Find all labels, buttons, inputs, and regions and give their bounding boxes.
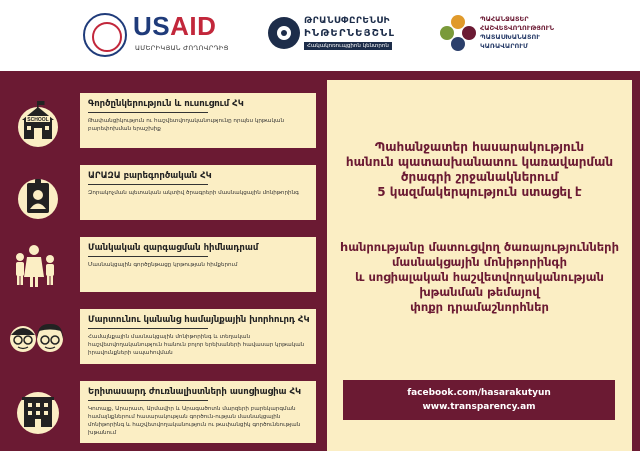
project-dots-icon (440, 15, 476, 51)
grantee-row (8, 93, 308, 148)
announcement-heading: Պահանջատեր հասարակություն հանուն պատասխանատու կառավարման ծրագրի շրջանակներում 5 կազմակերպություն ստացել է (345, 140, 614, 199)
grantee-description: Համայնքային մասնակցային մոնիթորինգ և տեղական հաշվետվողականություն հանուն բոլոր երեխաների հավասար կրթական իրավունքների ապահովման (88, 334, 305, 356)
divider (88, 112, 208, 113)
grantee-description: Մասնակցային գործընթացը կրթության հիմքերում (88, 262, 238, 268)
ti-subtitle: Հակակոռուպցիոն կենտրոն (304, 42, 392, 50)
grantee-row (8, 165, 308, 220)
svg-text:SCHOOL: SCHOOL (27, 117, 49, 123)
grantee-description: Թափանցիկություն ու հաշվետվողականությունը որպես կրթական բարեփոխման երաշխիք (88, 118, 285, 132)
grantee-title: Գործընկերություն և ուսուցում ՀԿ (88, 99, 244, 109)
ti-circle-icon (268, 17, 300, 49)
grantee-row (8, 237, 308, 292)
project-name: ՊԱՀԱՆՋԱՏԵՐ ՀԱՇՎԵՏՎՈՂՈՒԹՅՈՒՆ ՊԱՏԱՍԽԱՆԱՏՈՒ ԿԱՌԱՎԱՐՈՒՄ (480, 15, 555, 50)
ti-line1: ԹՐԱՆՍՓԸՐԵՆՍԻ (304, 16, 390, 26)
grantee-row (8, 309, 308, 364)
usaid-tagline: ԱՄԵՐԻԿՅԱՆ ԺՈՂՈՎՐԴԻՑ (135, 44, 229, 52)
grantee-card (80, 237, 316, 292)
announcement-panel (327, 80, 632, 451)
usaid-seal-icon (83, 13, 127, 57)
ti-line2: ԻՆԹԵՐՆԵՅՇՆԼ (304, 28, 396, 39)
building-icon (8, 381, 64, 436)
divider (88, 400, 208, 401)
logo-header (0, 0, 640, 71)
usaid-wordmark: USAID (133, 11, 217, 41)
grantee-card (80, 93, 316, 148)
grantee-description: Կոտայք, Արարատ, Արմավիր և Արագածոտն մարզերի բարեկարգման համայնքներում հասարակության գործուն-ության մասնակցային մոնիթորինգ և հաշվետվողականություն ու թափանցիկ գործունեության խթանում (88, 406, 301, 436)
divider (88, 328, 208, 329)
project-logo (440, 15, 600, 55)
grantee-card (80, 381, 316, 443)
facebook-link[interactable]: facebook.com/hasarakutyun (407, 388, 551, 398)
people-glasses-icon (8, 309, 64, 364)
grantee-card (80, 309, 316, 364)
divider (88, 184, 208, 185)
divider (88, 256, 208, 257)
grantee-title: ԱՐԱԶԱ բարեգործական ՀԿ (88, 171, 212, 181)
grantee-row (8, 381, 308, 443)
website-link[interactable]: www.transparency.am (422, 402, 536, 412)
grantee-title: Մանկական զարգացման հիմնադրամ (88, 243, 259, 253)
usaid-logo (83, 13, 243, 57)
grantee-card (80, 165, 316, 220)
grantee-title: Երիտասարդ ժուռնալիստների ասոցիացիա ՀԿ (88, 387, 302, 397)
links-box (343, 380, 615, 420)
family-icon (8, 237, 64, 292)
id-card-icon (8, 165, 64, 220)
school-icon (8, 93, 64, 148)
grantee-title: Մարտունու կանանց համայնքային խորհուրդ ՀԿ (88, 315, 310, 325)
grant-topic: hանրությանը մատուցվող ծառայությունների մասնակցային մոնիթորինգի և սոցիալական հաշվետվողականության խթանման թեմայով փոքր դրամաշնորհներ (340, 240, 619, 314)
transparency-international-logo (268, 15, 408, 55)
grantee-description: Զորակոչման պետական ակտիվ ծրագրերի մասնակցային մոնիթորինգ (88, 190, 299, 196)
